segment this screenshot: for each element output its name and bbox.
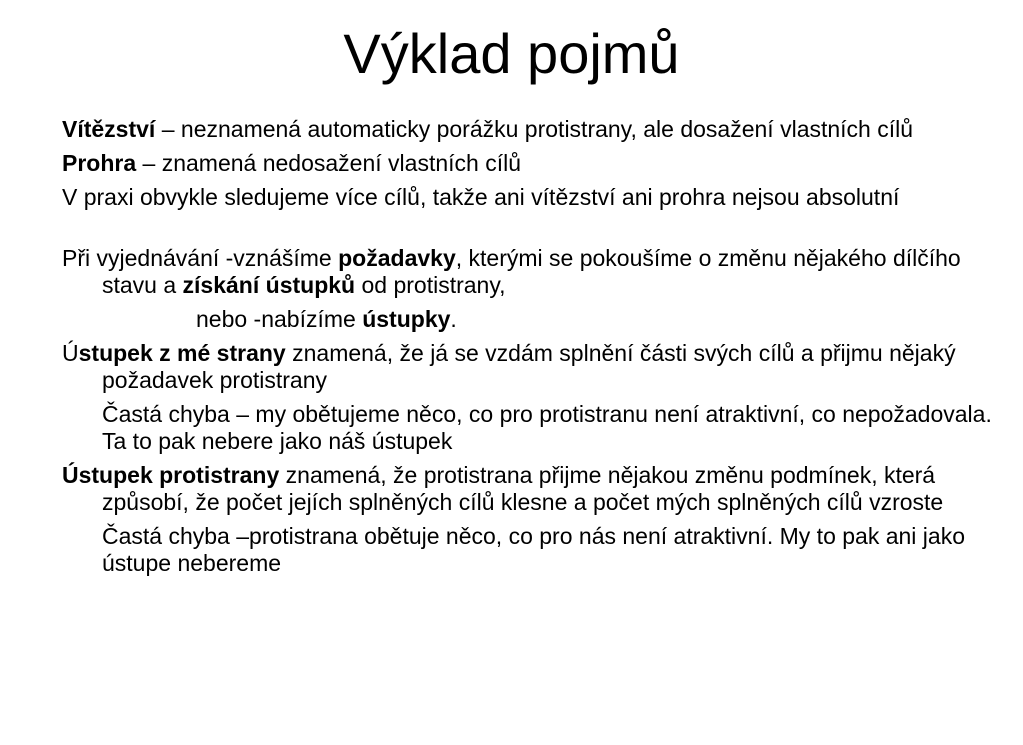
negotiation-text-c: , kterými se pokoušíme o změnu nějakého dílčího stavu a (102, 245, 961, 298)
paragraph-victory (62, 116, 992, 143)
term-defeat: Prohra (62, 150, 137, 176)
paragraph-practice: V praxi obvykle sledujeme více cílů, takže ani vítězství ani prohra nejsou absolutní (62, 184, 900, 210)
counterparty-concession-text: znamená, že protistrana přijme nějakou změnu podmínek, která způsobí, že počet jejích splněných cílů klesne a počet mých splněných cílů vzroste (102, 462, 944, 515)
offer-text-c: . (450, 306, 457, 332)
paragraph-offer-concessions (62, 306, 992, 333)
term-demands: požadavky (338, 245, 456, 271)
paragraph-common-mistake-2: Častá chyba –protistrana obětuje něco, co pro nás není atraktivní. My to pak ani jako ústupe nebereme (102, 523, 965, 576)
term-victory: Vítězství (62, 116, 156, 142)
term-gaining-concessions: získání ústupků (182, 272, 356, 298)
definition-defeat: – znamená nedosažení vlastních cílů (136, 150, 521, 176)
paragraph-my-concession (62, 340, 992, 394)
my-concession-text: znamená, že já se vzdám splnění části svých cílů a přijmu nějaký požadavek protistrany (102, 340, 956, 393)
paragraph-counterparty-concession (62, 462, 992, 516)
term-my-concession: stupek z mé strany (78, 340, 286, 366)
my-concession-initial: Ú (62, 340, 79, 366)
negotiation-text-d: od protistrany, (355, 272, 506, 298)
slide-title: Výklad pojmů (343, 22, 680, 85)
term-concessions: ústupky (362, 306, 451, 332)
definition-victory: – neznamená automaticky porážku protistrany, ale dosažení vlastních cílů (155, 116, 914, 142)
slide-body (62, 116, 992, 577)
negotiation-text-a: Při vyjednávání -vznášíme (62, 245, 339, 271)
paragraph-defeat (62, 150, 992, 177)
paragraph-common-mistake-1: Častá chyba – my obětujeme něco, co pro protistranu není atraktivní, co nepožadovala. Ta to pak nebere jako náš ústupek (102, 401, 992, 454)
offer-text-a: nebo -nabízíme (196, 306, 363, 332)
term-counterparty-concession: Ústupek protistrany (62, 462, 280, 488)
paragraph-negotiation (62, 245, 992, 299)
